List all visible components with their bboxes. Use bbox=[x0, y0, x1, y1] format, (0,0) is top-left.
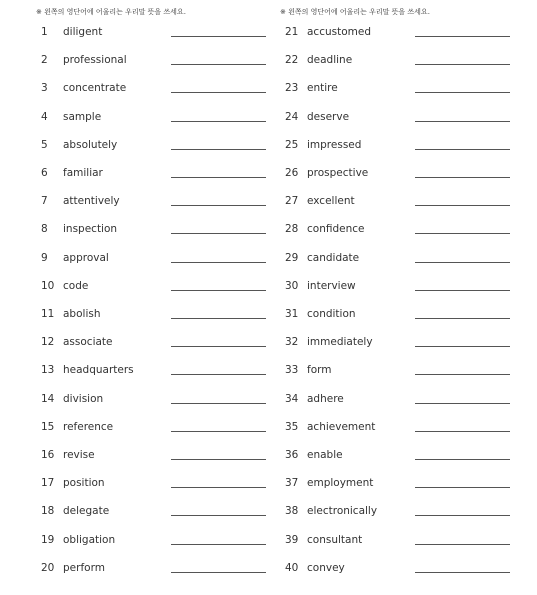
item-number: 5 bbox=[41, 138, 48, 151]
vocab-word: headquarters bbox=[63, 364, 134, 377]
vocab-row bbox=[36, 362, 271, 378]
vocab-row bbox=[36, 221, 271, 237]
vocab-row bbox=[36, 165, 271, 181]
item-number: 34 bbox=[285, 392, 299, 405]
item-number: 19 bbox=[41, 533, 55, 546]
vocab-word: convey bbox=[307, 561, 345, 574]
answer-blank[interactable] bbox=[415, 459, 510, 460]
vocab-word: familiar bbox=[63, 167, 103, 179]
vocab-row bbox=[280, 503, 515, 519]
vocab-row bbox=[36, 24, 271, 40]
vocab-row bbox=[280, 250, 515, 266]
vocab-word: condition bbox=[307, 308, 356, 320]
vocab-row bbox=[280, 391, 515, 407]
answer-blank[interactable] bbox=[415, 403, 510, 404]
answer-blank[interactable] bbox=[415, 233, 510, 234]
answer-blank[interactable] bbox=[171, 290, 266, 291]
item-number: 17 bbox=[41, 477, 55, 490]
answer-blank[interactable] bbox=[415, 205, 510, 206]
item-number: 7 bbox=[41, 195, 48, 208]
answer-blank[interactable] bbox=[171, 515, 266, 516]
vocab-row bbox=[36, 306, 271, 322]
vocab-word: delegate bbox=[63, 505, 110, 518]
answer-blank[interactable] bbox=[415, 431, 510, 432]
answer-blank[interactable] bbox=[171, 431, 266, 432]
answer-blank[interactable] bbox=[171, 64, 266, 65]
vocab-word: attentively bbox=[63, 195, 120, 208]
vocab-word: code bbox=[63, 279, 89, 292]
vocab-row bbox=[280, 137, 515, 153]
answer-blank[interactable] bbox=[415, 374, 510, 375]
vocab-word: accustomed bbox=[307, 26, 371, 38]
answer-blank[interactable] bbox=[415, 177, 510, 178]
item-number: 21 bbox=[285, 26, 299, 38]
vocab-word: professional bbox=[63, 54, 127, 67]
vocab-row bbox=[280, 109, 515, 125]
item-number: 2 bbox=[41, 54, 48, 67]
vocab-word: abolish bbox=[63, 308, 101, 320]
vocab-word: position bbox=[63, 477, 105, 490]
item-number: 30 bbox=[285, 279, 299, 292]
answer-blank[interactable] bbox=[415, 121, 510, 122]
answer-blank[interactable] bbox=[415, 290, 510, 291]
answer-blank[interactable] bbox=[171, 205, 266, 206]
item-number: 16 bbox=[41, 449, 55, 461]
answer-blank[interactable] bbox=[171, 572, 266, 573]
answer-blank[interactable] bbox=[415, 64, 510, 65]
vocab-word: excellent bbox=[307, 195, 355, 208]
item-number: 18 bbox=[41, 505, 55, 518]
vocab-row bbox=[280, 193, 515, 209]
item-number: 28 bbox=[285, 223, 299, 236]
answer-blank[interactable] bbox=[171, 177, 266, 178]
vocab-row bbox=[36, 80, 271, 96]
vocab-row bbox=[280, 447, 515, 463]
right-column bbox=[280, 0, 520, 595]
answer-blank[interactable] bbox=[171, 544, 266, 545]
item-number: 13 bbox=[41, 364, 55, 377]
vocab-row bbox=[280, 165, 515, 181]
answer-blank[interactable] bbox=[171, 374, 266, 375]
vocab-word: diligent bbox=[63, 26, 103, 38]
item-number: 20 bbox=[41, 561, 55, 574]
vocab-word: electronically bbox=[307, 505, 378, 518]
vocab-row bbox=[280, 362, 515, 378]
item-number: 1 bbox=[41, 26, 48, 38]
vocab-word: adhere bbox=[307, 392, 344, 405]
vocab-row bbox=[36, 334, 271, 350]
vocab-row bbox=[36, 447, 271, 463]
answer-blank[interactable] bbox=[415, 346, 510, 347]
answer-blank[interactable] bbox=[171, 403, 266, 404]
answer-blank[interactable] bbox=[171, 121, 266, 122]
vocab-word: interview bbox=[307, 279, 356, 292]
vocab-word: consultant bbox=[307, 533, 363, 546]
item-number: 8 bbox=[41, 223, 48, 236]
answer-blank[interactable] bbox=[171, 318, 266, 319]
item-number: 38 bbox=[285, 505, 299, 518]
vocab-row bbox=[280, 221, 515, 237]
item-number: 31 bbox=[285, 308, 299, 320]
vocab-row bbox=[36, 503, 271, 519]
vocab-word: prospective bbox=[307, 167, 369, 179]
answer-blank[interactable] bbox=[415, 36, 510, 37]
answer-blank[interactable] bbox=[415, 515, 510, 516]
vocab-row bbox=[36, 419, 271, 435]
answer-blank[interactable] bbox=[415, 92, 510, 93]
answer-blank[interactable] bbox=[415, 149, 510, 150]
item-number: 4 bbox=[41, 110, 48, 123]
vocab-row bbox=[280, 560, 515, 576]
vocab-word: employment bbox=[307, 477, 374, 490]
vocab-row bbox=[36, 109, 271, 125]
vocab-row bbox=[280, 24, 515, 40]
item-number: 29 bbox=[285, 251, 299, 264]
item-number: 22 bbox=[285, 54, 299, 67]
left-column bbox=[36, 0, 276, 595]
item-number: 24 bbox=[285, 110, 299, 123]
vocab-word: deserve bbox=[307, 110, 350, 123]
item-number: 3 bbox=[41, 82, 48, 95]
vocab-row bbox=[280, 419, 515, 435]
vocab-word: confidence bbox=[307, 223, 365, 236]
vocab-row bbox=[280, 52, 515, 68]
vocab-word: reference bbox=[63, 420, 114, 433]
answer-blank[interactable] bbox=[415, 318, 510, 319]
vocab-word: inspection bbox=[63, 223, 118, 236]
vocab-word: obligation bbox=[63, 533, 116, 546]
answer-blank[interactable] bbox=[171, 92, 266, 93]
vocab-word: approval bbox=[63, 251, 109, 264]
vocab-row bbox=[36, 278, 271, 294]
item-number: 32 bbox=[285, 336, 299, 349]
item-number: 11 bbox=[41, 308, 55, 320]
answer-blank[interactable] bbox=[171, 346, 266, 347]
vocab-word: perform bbox=[63, 561, 105, 574]
answer-blank[interactable] bbox=[171, 487, 266, 488]
vocab-row bbox=[280, 306, 515, 322]
vocab-row bbox=[36, 391, 271, 407]
vocab-row bbox=[36, 560, 271, 576]
item-number: 37 bbox=[285, 477, 299, 490]
answer-blank[interactable] bbox=[171, 459, 266, 460]
vocab-row bbox=[36, 250, 271, 266]
item-number: 35 bbox=[285, 420, 299, 433]
item-number: 15 bbox=[41, 420, 55, 433]
vocab-row bbox=[36, 475, 271, 491]
item-number: 39 bbox=[285, 533, 299, 546]
vocab-row bbox=[280, 475, 515, 491]
vocab-word: entire bbox=[307, 82, 338, 95]
item-number: 25 bbox=[285, 138, 299, 151]
item-number: 9 bbox=[41, 251, 48, 264]
vocab-row bbox=[280, 532, 515, 548]
answer-blank[interactable] bbox=[415, 544, 510, 545]
vocab-word: candidate bbox=[307, 251, 360, 264]
vocab-word: associate bbox=[63, 336, 113, 349]
item-number: 23 bbox=[285, 82, 299, 95]
answer-blank[interactable] bbox=[415, 487, 510, 488]
item-number: 12 bbox=[41, 336, 55, 349]
item-number: 26 bbox=[285, 167, 299, 179]
item-number: 14 bbox=[41, 392, 55, 405]
item-number: 36 bbox=[285, 449, 299, 461]
item-number: 33 bbox=[285, 364, 299, 377]
vocab-word: achievement bbox=[307, 420, 376, 433]
answer-blank[interactable] bbox=[171, 36, 266, 37]
vocab-word: division bbox=[63, 392, 104, 405]
instruction-text: ※ 왼쪽의 영단어에 어울리는 우리말 뜻을 쓰세요. bbox=[280, 8, 430, 16]
answer-blank[interactable] bbox=[171, 149, 266, 150]
vocab-word: immediately bbox=[307, 336, 373, 349]
vocab-word: sample bbox=[63, 110, 102, 123]
vocab-row bbox=[280, 334, 515, 350]
item-number: 10 bbox=[41, 279, 55, 292]
instruction-text: ※ 왼쪽의 영단어에 어울리는 우리말 뜻을 쓰세요. bbox=[36, 8, 186, 16]
vocab-word: enable bbox=[307, 449, 343, 461]
item-number: 27 bbox=[285, 195, 299, 208]
vocab-word: absolutely bbox=[63, 138, 118, 151]
vocab-row bbox=[36, 532, 271, 548]
vocab-word: impressed bbox=[307, 138, 362, 151]
vocab-word: form bbox=[307, 364, 332, 377]
answer-blank[interactable] bbox=[171, 262, 266, 263]
item-number: 40 bbox=[285, 561, 299, 574]
vocab-row bbox=[36, 52, 271, 68]
answer-blank[interactable] bbox=[171, 233, 266, 234]
answer-blank[interactable] bbox=[415, 262, 510, 263]
vocab-word: revise bbox=[63, 449, 95, 461]
vocab-word: deadline bbox=[307, 54, 353, 67]
item-number: 6 bbox=[41, 167, 48, 179]
vocab-word: concentrate bbox=[63, 82, 127, 95]
vocab-row bbox=[36, 193, 271, 209]
answer-blank[interactable] bbox=[415, 572, 510, 573]
vocab-row bbox=[36, 137, 271, 153]
vocab-row bbox=[280, 278, 515, 294]
vocab-row bbox=[280, 80, 515, 96]
